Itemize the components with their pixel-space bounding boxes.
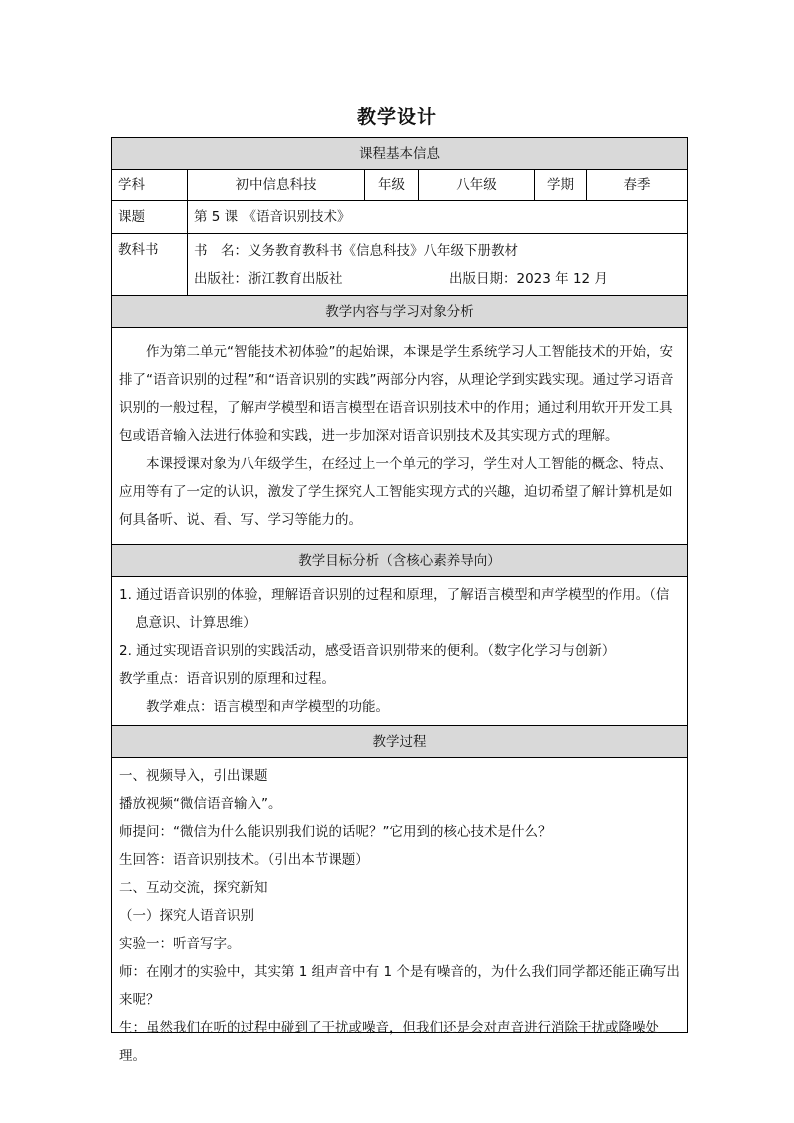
document-title: 教学设计 <box>356 106 437 128</box>
process-line: 生：虽然我们在听的过程中碰到了干扰或噪音，但我们还是会对声音进行消除干扰或降噪处理。 <box>119 1020 659 1064</box>
section-process-header: 教学过程 <box>112 726 688 758</box>
process-line: 生回答：语音识别技术。（引出本节课题） <box>119 852 369 868</box>
lesson-plan-table <box>111 137 688 1064</box>
section-content-analysis-header: 教学内容与学习对象分析 <box>112 296 688 328</box>
term-label: 学期 <box>535 170 587 201</box>
content-paragraph-1: 作为第二单元“智能技术初体验”的起始课，本课是学生系统学习人工智能技术的开始，安排了“语音识别的过程”和“语音识别的实践”两部分内容，从理论学到实践实现。通过学习语音识别的一般过程，了解声学模型和语言模型在语音识别技术中的作用；通过利用软开开发工具包或语音输入法进行体验和实践，进一步加深对语音识别技术及其实现方式的理解。 <box>119 344 674 444</box>
book-name: 书 名：义务教育教科书《信息科技》八年级下册教材 <box>194 242 518 259</box>
lesson-label: 课题 <box>112 201 188 234</box>
process-body <box>112 758 688 1064</box>
goal-item-1: 1. 通过语音识别的体验，理解语音识别的过程和原理，了解语言模型和声学模型的作用。（信息意识、计算思维） <box>119 587 670 631</box>
subject-value: 初中信息科技 <box>188 170 365 201</box>
textbook-label: 教科书 <box>112 234 188 296</box>
publisher: 出版社：浙江教育出版社 <box>194 270 343 287</box>
term-value: 春季 <box>587 170 688 201</box>
process-content <box>119 762 680 1064</box>
process-line: （一）探究人语音识别 <box>119 908 254 924</box>
lesson-value: 第 5 课 《语音识别技术》 <box>188 201 688 234</box>
key-point: 教学重点：语音识别的原理和过程。 <box>119 671 335 687</box>
difficulty-point: 教学难点：语言模型和声学模型的功能。 <box>146 699 389 715</box>
content-analysis-body <box>112 328 688 545</box>
process-line: 师：在刚才的实验中，其实第 1 组声音中有 1 个是有噪音的，为什么我们同学都还能正确写出来呢？ <box>119 964 680 1008</box>
section-basic-info-header: 课程基本信息 <box>112 138 688 170</box>
grade-value: 八年级 <box>419 170 535 201</box>
textbook-info <box>188 234 688 296</box>
process-line: 一、视频导入，引出课题 <box>119 768 268 784</box>
publish-date: 出版日期：2023 年 12 月 <box>449 270 608 287</box>
process-line: 实验一：听音写字。 <box>119 936 241 952</box>
goal-item-2: 2. 通过实现语音识别的实践活动，感受语音识别带来的便利。（数字化学习与创新） <box>119 643 616 659</box>
publisher-line <box>194 265 681 293</box>
section-goals-header: 教学目标分析（含核心素养导向） <box>112 545 688 577</box>
process-line: 播放视频“微信语音输入”。 <box>119 796 282 812</box>
subject-label: 学科 <box>112 170 188 201</box>
content-paragraph-2: 本课授课对象为八年级学生，在经过上一个单元的学习，学生对人工智能的概念、特点、应用等有了一定的认识，激发了学生探究人工智能实现方式的兴趣，迫切希望了解计算机是如何具备听、说、看、写、学习等能力的。 <box>119 456 673 528</box>
grade-label: 年级 <box>365 170 419 201</box>
process-line: 师提问：“微信为什么能识别我们说的话呢？”它用到的核心技术是什么？ <box>119 824 552 840</box>
process-line: 二、互动交流，探究新知 <box>119 880 268 896</box>
goals-body <box>112 577 688 726</box>
